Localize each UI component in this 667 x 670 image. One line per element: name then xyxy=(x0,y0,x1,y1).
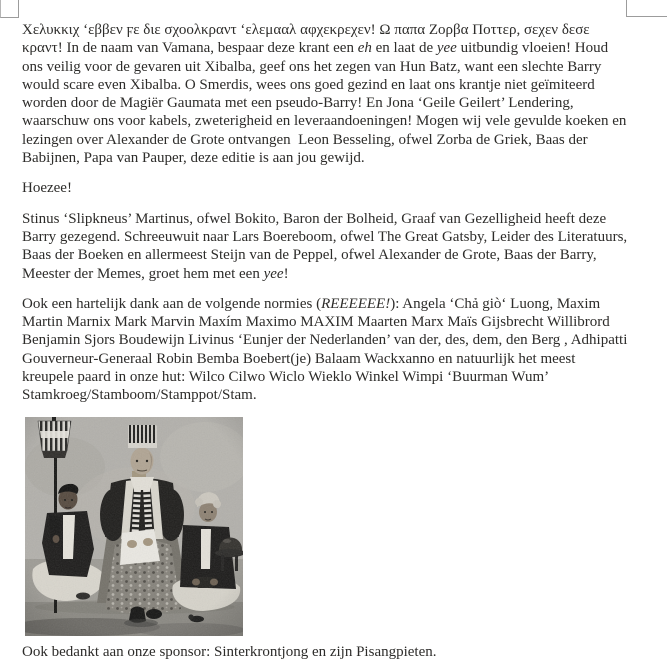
text-run: ! xyxy=(283,265,289,282)
text-run: uitbundig vloeien! Houd ons veilig voor de gevaren uit Xibalba, geef ons het zegen van Hun Batz, want een slechte Barry would scare even Xibalba. O Smerdis, wees ons goed gezind en laat ons krantje niet geïmiteerd worden door de Magiër Gaumata met een pseudo-Barry! En Jona ‘Geile Geilert’ Lendering, waarschuw ons voor kabels, zweterigheid en leveraandoeningen! Mogen wij vele gevulde koeken en lezingen over Alexander de Grote ontvangen Leon Besseling, ofwel Zorba de Griek, Baas der Babijnen, Papa van Pauper, deze editie is aan jou gewijd. xyxy=(22,40,631,167)
paragraph-blessing xyxy=(22,210,631,283)
paragraph-thanks xyxy=(22,295,632,405)
text-run: Hoezee! xyxy=(22,180,72,197)
text-run: Χελυκκιχ ‘εββεν ϝε διε σχοολκραντ ‘ελεμααλ αφχεκρεχεν! Ω παπα Ζορβα Ποττερ, σεχεν δεσε κραντ! In de naam van Vamana, bespaar deze krant een xyxy=(22,22,594,57)
paragraph-sponsor xyxy=(22,643,628,661)
historical-photo xyxy=(25,417,243,636)
text-run-italic: REEEEEE! xyxy=(321,295,391,312)
text-run-italic: eh xyxy=(357,40,372,57)
document-body xyxy=(22,21,632,661)
margin-corner-mark-right xyxy=(626,0,667,17)
paragraph-cheer xyxy=(22,179,628,197)
text-run: Ook bedankt aan onze sponsor: Sinterkrontjong en zijn Pisangpieten. xyxy=(22,643,437,660)
text-run: ): Angela ‘Chả giò‘ Luong, Maxim Martin Marnix Mark Marvin Maxím Maximo MAXIM Maarten Marx Maïs Gijsbrecht Willibrord Benjamin Sjors Boudewijn Livinus ‘Eunjer der Nederlanden’ van der, des, dem, den Berg , Adhipatti Gouverneur-Generaal Robin Bemba Boebert(je) Balaam Wackxanno en natuurlijk het meest kreupele paard in onze hut: Wilco Cilwo Wiclo Wieklo Winkel Wimpi ‘Buurman Wum’ Stamkroeg/Stamboom/Stamppot/Stam. xyxy=(22,295,632,404)
historical-photo-illustration xyxy=(25,417,243,636)
vignette-overlay xyxy=(25,417,243,636)
text-run: Stinus ‘Slipkneus’ Martinus, ofwel Bokito, Baron der Bolheid, Graaf van Gezelligheid heeft deze Barry gezegend. Schreeuwuit naar Lars Boereboom, ofwel The Great Gatsby, Leider des Literatuurs, Baas der Boeken en allermeest Steijn van de Peppel, ofwel Alexander de Grote, Baas der Barry, Meester der Memes, groet hem met een xyxy=(22,210,631,282)
text-run-italic: yee xyxy=(263,265,284,282)
text-run: en laat de xyxy=(371,40,437,57)
margin-corner-mark-left xyxy=(0,0,19,18)
text-run-italic: yee xyxy=(436,40,457,57)
text-run: Ook een hartelijk dank aan de volgende normies ( xyxy=(22,295,322,312)
paragraph-invocation xyxy=(22,21,631,167)
